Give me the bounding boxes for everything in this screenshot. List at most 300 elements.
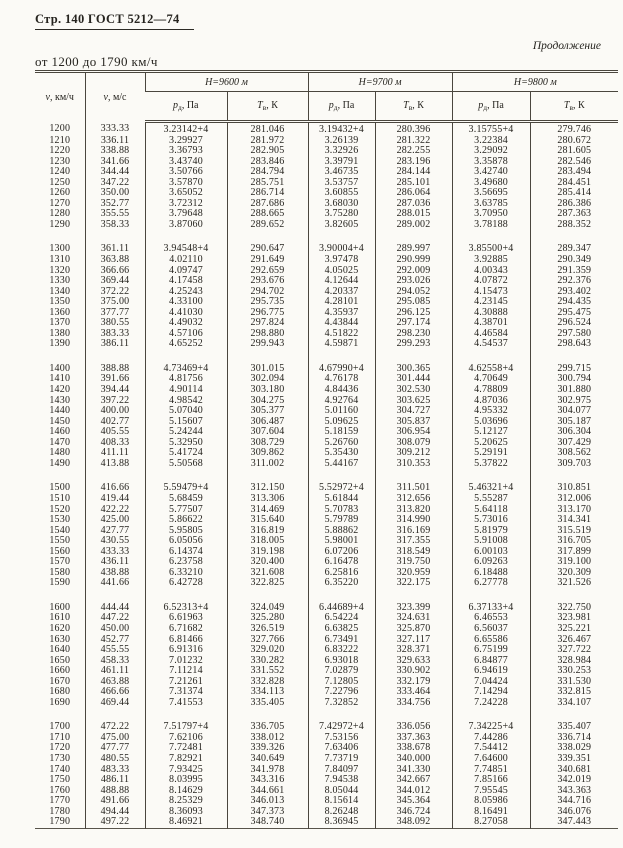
col-header-speed-ms [85,72,145,122]
table-row [35,578,618,589]
gap-cell [85,350,145,362]
table-cell: 289.002 [375,220,452,231]
gap-cell [145,230,227,242]
speed-kmh-value: 1240 [49,166,71,178]
gap-cell [530,230,618,242]
table-cell: 4.30888 [452,308,530,319]
table-cell: 6.05056 [145,536,227,547]
speed-kmh-value: 1500 [49,482,71,494]
gap-cell [530,708,618,720]
speed-kmh-value: 1410 [49,373,71,385]
table-cell: 5.20625 [452,438,530,449]
table-cell: 447.22 [85,613,145,624]
gap-cell [85,708,145,720]
speed-kmh-value: 1580 [49,566,71,578]
table-cell: 8.27058 [452,817,530,828]
table-cell: 299.715 [530,362,618,375]
speed-kmh-value: 1610 [49,612,71,624]
table-cell: 281.322 [375,136,452,147]
table-cell: 4.46584 [452,329,530,340]
speed-kmh-value: 1480 [49,447,71,459]
table-cell: 348.740 [227,817,308,828]
table-cell: 491.66 [85,796,145,807]
gap-cell [530,350,618,362]
table-cell: 327.117 [375,635,452,646]
speed-kmh-value: 1540 [49,524,71,536]
table-cell: 344.44 [85,167,145,178]
table-cell: 7.53156 [308,733,375,744]
table-cell: 3.49680 [452,178,530,189]
table-cell: 295.735 [227,297,308,308]
table-cell: 7.02879 [308,666,375,677]
table-cell: 7.01232 [145,656,227,667]
table-cell: 5.70783 [308,505,375,516]
table-cell: 5.68459 [145,494,227,505]
table-cell: 348.092 [375,817,452,828]
table-cell: 4.90114 [145,385,227,396]
table-row [35,698,618,709]
table-cell: 444.44 [85,601,145,614]
speed-kmh-value: 1450 [49,415,71,427]
table-cell: 4.20337 [308,287,375,298]
table-cell: 486.11 [85,775,145,786]
table-cell: 328.371 [375,645,452,656]
table-cell: 315.640 [227,515,308,526]
table-cell: 3.29927 [145,136,227,147]
speed-kmh-value: 1560 [49,545,71,557]
speed-kmh-value: 1260 [49,187,71,199]
table-cell: 416.66 [85,481,145,494]
table-cell: 3.82605 [308,220,375,231]
table-cell: 5.55287 [452,494,530,505]
table-cell: 287.686 [227,199,308,210]
speed-kmh-value: 1740 [49,763,71,775]
speed-kmh-value: 1200 [49,123,71,135]
table-cell: 7.22796 [308,687,375,698]
table-cell: 3.87060 [145,220,227,231]
table-cell: 285.751 [227,178,308,189]
col-header-altitude-9700: Н=9700 м [308,72,452,92]
table-cell: 317.355 [375,536,452,547]
table-cell: 325.221 [530,624,618,635]
speed-kmh-value: 1720 [49,742,71,754]
table-cell: 494.44 [85,807,145,818]
table-body [35,122,618,829]
gap-cell [452,589,530,601]
table-cell: 6.14374 [145,547,227,558]
table-cell: 347.373 [227,807,308,818]
table-cell: 3.29092 [452,146,530,157]
table-cell: 4.70649 [452,374,530,385]
speed-kmh-value: 1790 [49,816,71,828]
table-row [35,515,618,526]
table-cell: 312.150 [227,481,308,494]
table-cell: 5.46321+4 [452,481,530,494]
table-cell: 7.12805 [308,677,375,688]
table-cell: 318.005 [227,536,308,547]
gap-cell [35,589,85,601]
table-cell: 282.546 [530,157,618,168]
table-cell: 438.88 [85,568,145,579]
table-cell: 303.180 [227,385,308,396]
table-cell: 6.09263 [452,557,530,568]
table-cell: 340.649 [227,754,308,765]
table-cell: 8.36093 [145,807,227,818]
col-subheader-dynamic-pressure: $p_д$, Па [452,92,530,122]
table-cell: 311.501 [375,481,452,494]
table-cell: 372.22 [85,287,145,298]
table-cell: 337.363 [375,733,452,744]
gap-cell [375,469,452,481]
speed-kmh-value: 1520 [49,503,71,515]
table-cell: 346.724 [375,807,452,818]
table-cell: 6.56037 [452,624,530,635]
table-header [35,72,618,122]
speed-kmh-value: 1380 [49,327,71,339]
table-row [35,220,618,231]
table-cell: 3.63785 [452,199,530,210]
table-cell: 8.14629 [145,786,227,797]
table-cell: 7.51797+4 [145,720,227,733]
table-cell: 345.364 [375,796,452,807]
table-cell: 3.75280 [308,209,375,220]
table-cell: 284.144 [375,167,452,178]
table-cell: 3.72312 [145,199,227,210]
table-cell: 4.33100 [145,297,227,308]
table-cell: 5.64118 [452,505,530,516]
table-cell: 290.349 [530,255,618,266]
table-row [35,494,618,505]
table-cell: 279.746 [530,122,618,136]
table-cell: 4.49032 [145,318,227,329]
table-cell: 5.18159 [308,427,375,438]
table-cell: 296.775 [227,308,308,319]
table-cell: 458.33 [85,656,145,667]
table-cell: 7.32852 [308,698,375,709]
group-gap-row [35,589,618,601]
table-cell: 4.02110 [145,255,227,266]
table-cell: 311.002 [227,459,308,470]
table-row [35,459,618,470]
table-cell: 7.94538 [308,775,375,786]
table-cell: 7.95545 [452,786,530,797]
table-cell: 411.11 [85,448,145,459]
table-cell: 7.41553 [145,698,227,709]
table-cell: 7.42972+4 [308,720,375,733]
table-cell: 319.198 [227,547,308,558]
table-cell: 7.11214 [145,666,227,677]
table-cell: 297.580 [530,329,618,340]
table-row [35,339,618,350]
table-cell: 347.22 [85,178,145,189]
table-cell: 290.999 [375,255,452,266]
table-cell: 6.52313+4 [145,601,227,614]
table-cell: 5.15607 [145,417,227,428]
table-cell: 5.77507 [145,505,227,516]
table-cell: 7.73719 [308,754,375,765]
table-cell: 308.729 [227,438,308,449]
table-cell: 3.90004+4 [308,242,375,255]
gap-cell [227,469,308,481]
table-cell: 5.52972+4 [308,481,375,494]
speed-kmh-value: 1710 [49,731,71,743]
table-cell: 299.293 [375,339,452,350]
table-cell: 302.975 [530,396,618,407]
table-cell: 329.633 [375,656,452,667]
table-cell: 405.55 [85,427,145,438]
table-cell: 5.07040 [145,406,227,417]
table-cell: 7.54412 [452,743,530,754]
table-cell: 7.34225+4 [452,720,530,733]
table-cell: 286.714 [227,188,308,199]
table-cell: 4.92764 [308,396,375,407]
table-cell: 289.652 [227,220,308,231]
table-cell: 294.702 [227,287,308,298]
table-cell: 3.85500+4 [452,242,530,255]
speed-kmh-value: 1350 [49,296,71,308]
gap-cell [227,708,308,720]
gap-cell [308,708,375,720]
table-cell: 7.84097 [308,765,375,776]
table-cell: 363.88 [85,255,145,266]
table-cell: 352.77 [85,199,145,210]
gap-cell [35,708,85,720]
table-cell: 313.820 [375,505,452,516]
speed-kmh-value: 1490 [49,457,71,469]
speed-range-label: от 1200 до 1790 км/ч [35,54,158,69]
table-cell: 294.052 [375,287,452,298]
speed-kmh-value: 1550 [49,535,71,547]
table-cell: 4.57106 [145,329,227,340]
table-cell: 7.85166 [452,775,530,786]
table-cell: 4.65252 [145,339,227,350]
speed-kmh-value: 1250 [49,176,71,188]
table-cell: 8.46921 [145,817,227,828]
table-cell: 339.326 [227,743,308,754]
speed-kmh-value: 1220 [49,145,71,157]
table-cell: 6.35220 [308,578,375,589]
table-cell: 427.77 [85,526,145,537]
table-cell: 291.649 [227,255,308,266]
table-cell: 7.74851 [452,765,530,776]
speed-ms-symbol: v [103,91,108,103]
table-cell: 4.43844 [308,318,375,329]
table-cell: 4.09747 [145,266,227,277]
table-cell: 6.73491 [308,635,375,646]
table-cell: 341.66 [85,157,145,168]
table-cell: 280.396 [375,122,452,136]
table-cell: 4.78809 [452,385,530,396]
gap-cell [85,589,145,601]
table-cell: 302.094 [227,374,308,385]
table-cell: 430.55 [85,536,145,547]
table-row [35,720,618,733]
table-cell: 5.88862 [308,526,375,537]
table-cell: 6.93018 [308,656,375,667]
table-cell: 327.766 [227,635,308,646]
table-cell: 298.643 [530,339,618,350]
table-cell: 480.55 [85,754,145,765]
table-cell: 7.44286 [452,733,530,744]
speed-kmh-value: 1300 [49,243,71,255]
table-cell: 8.26248 [308,807,375,818]
gap-cell [308,589,375,601]
table-cell: 340.681 [530,765,618,776]
table-cell: 7.21261 [145,677,227,688]
table-cell: 344.012 [375,786,452,797]
table-cell: 7.04424 [452,677,530,688]
gap-cell [35,230,85,242]
table-cell: 6.16478 [308,557,375,568]
table-cell: 3.22384 [452,136,530,147]
table-cell: 408.33 [85,438,145,449]
group-gap-row [35,230,618,242]
table-cell: 338.678 [375,743,452,754]
table-cell: 7.14294 [452,687,530,698]
table-cell: 343.316 [227,775,308,786]
gap-cell [375,350,452,362]
table-cell: 289.997 [375,242,452,255]
table-cell: 308.079 [375,438,452,449]
table-cell: 377.77 [85,308,145,319]
table-cell: 301.444 [375,374,452,385]
table-cell: 361.11 [85,242,145,255]
table-cell: 285.414 [530,188,618,199]
table-cell: 283.196 [375,157,452,168]
speed-kmh-value: 1700 [49,721,71,733]
table-cell: 326.519 [227,624,308,635]
table-cell: 383.33 [85,329,145,340]
table-cell: 3.43740 [145,157,227,168]
table-cell: 301.880 [530,385,618,396]
table-cell: 5.12127 [452,427,530,438]
table-cell: 321.526 [530,578,618,589]
table-row [35,754,618,765]
table-cell: 6.91316 [145,645,227,656]
table-cell: 339.351 [530,754,618,765]
speed-kmh-value: 1760 [49,784,71,796]
table-cell: 305.377 [227,406,308,417]
table-cell: 294.435 [530,297,618,308]
table-cell: 461.11 [85,666,145,677]
table-cell: 282.905 [227,146,308,157]
gap-cell [227,589,308,601]
table-cell: 321.608 [227,568,308,579]
table-cell: 3.46735 [308,167,375,178]
table-cell: 295.475 [530,308,618,319]
gap-cell [375,708,452,720]
table-cell: 304.275 [227,396,308,407]
gap-cell [85,230,145,242]
table-cell: 391.66 [85,374,145,385]
table-cell: 286.386 [530,199,618,210]
table-cell: 3.39791 [308,157,375,168]
table-cell: 282.255 [375,146,452,157]
table-cell: 450.00 [85,624,145,635]
table-cell: 6.63825 [308,624,375,635]
speed-kmh-value: 1730 [49,752,71,764]
table-cell: 301.015 [227,362,308,375]
speed-kmh-value: 1680 [49,686,71,698]
table-cell: 333.33 [85,122,145,136]
table-cell: 314.341 [530,515,618,526]
table-cell: 330.902 [375,666,452,677]
table-cell: 4.67990+4 [308,362,375,375]
table-cell: 5.26760 [308,438,375,449]
table-cell: 455.55 [85,645,145,656]
table-cell: 6.23758 [145,557,227,568]
table-cell: 287.036 [375,199,452,210]
speed-kmh-value: 1670 [49,675,71,687]
gap-cell [308,469,375,481]
table-cell: 332.815 [530,687,618,698]
table-cell: 300.365 [375,362,452,375]
table-cell: 4.23145 [452,297,530,308]
table-cell: 5.35430 [308,448,375,459]
gost-table [35,70,618,829]
table-cell: 6.54224 [308,613,375,624]
table-cell: 472.22 [85,720,145,733]
page-gost-label: Стр. 140 ГОСТ 5212—74 [35,12,180,26]
table-cell: 5.73016 [452,515,530,526]
table-cell: 5.59479+4 [145,481,227,494]
speed-kmh-value: 1270 [49,197,71,209]
speed-kmh-value: 1460 [49,426,71,438]
table-cell: 332.828 [227,677,308,688]
table-cell: 292.009 [375,266,452,277]
table-cell: 305.837 [375,417,452,428]
table-cell: 4.54537 [452,339,530,350]
speed-kmh-value: 1320 [49,264,71,276]
table-cell: 8.15614 [308,796,375,807]
table-cell: 4.62558+4 [452,362,530,375]
table-cell: 355.55 [85,209,145,220]
table-cell: 4.76178 [308,374,375,385]
table-cell: 297.174 [375,318,452,329]
speed-kmh-value: 1400 [49,362,71,374]
table-cell: 5.86622 [145,515,227,526]
table-cell: 4.38701 [452,318,530,329]
table-cell: 488.88 [85,786,145,797]
table-cell: 291.359 [530,266,618,277]
table-cell: 320.309 [530,568,618,579]
table-cell: 309.212 [375,448,452,459]
table-cell: 302.530 [375,385,452,396]
table-row [35,385,618,396]
table-cell: 4.25243 [145,287,227,298]
table-cell: 320.400 [227,557,308,568]
table-cell: 5.81979 [452,526,530,537]
table-cell: 6.75199 [452,645,530,656]
table-cell: 342.019 [530,775,618,786]
table-cell: 296.524 [530,318,618,329]
table-cell: 293.402 [530,287,618,298]
table-cell: 5.79789 [308,515,375,526]
table-cell: 325.870 [375,624,452,635]
table-cell: 318.549 [375,547,452,558]
table-cell: 397.22 [85,396,145,407]
table-cell: 475.00 [85,733,145,744]
table-cell: 3.32926 [308,146,375,157]
table-cell: 5.01160 [308,406,375,417]
table-cell: 288.015 [375,209,452,220]
header-groups-row [35,72,618,92]
table-cell: 4.28101 [308,297,375,308]
table-cell: 343.363 [530,786,618,797]
table-cell: 400.00 [85,406,145,417]
table-cell: 326.467 [530,635,618,646]
table-cell: 3.92885 [452,255,530,266]
